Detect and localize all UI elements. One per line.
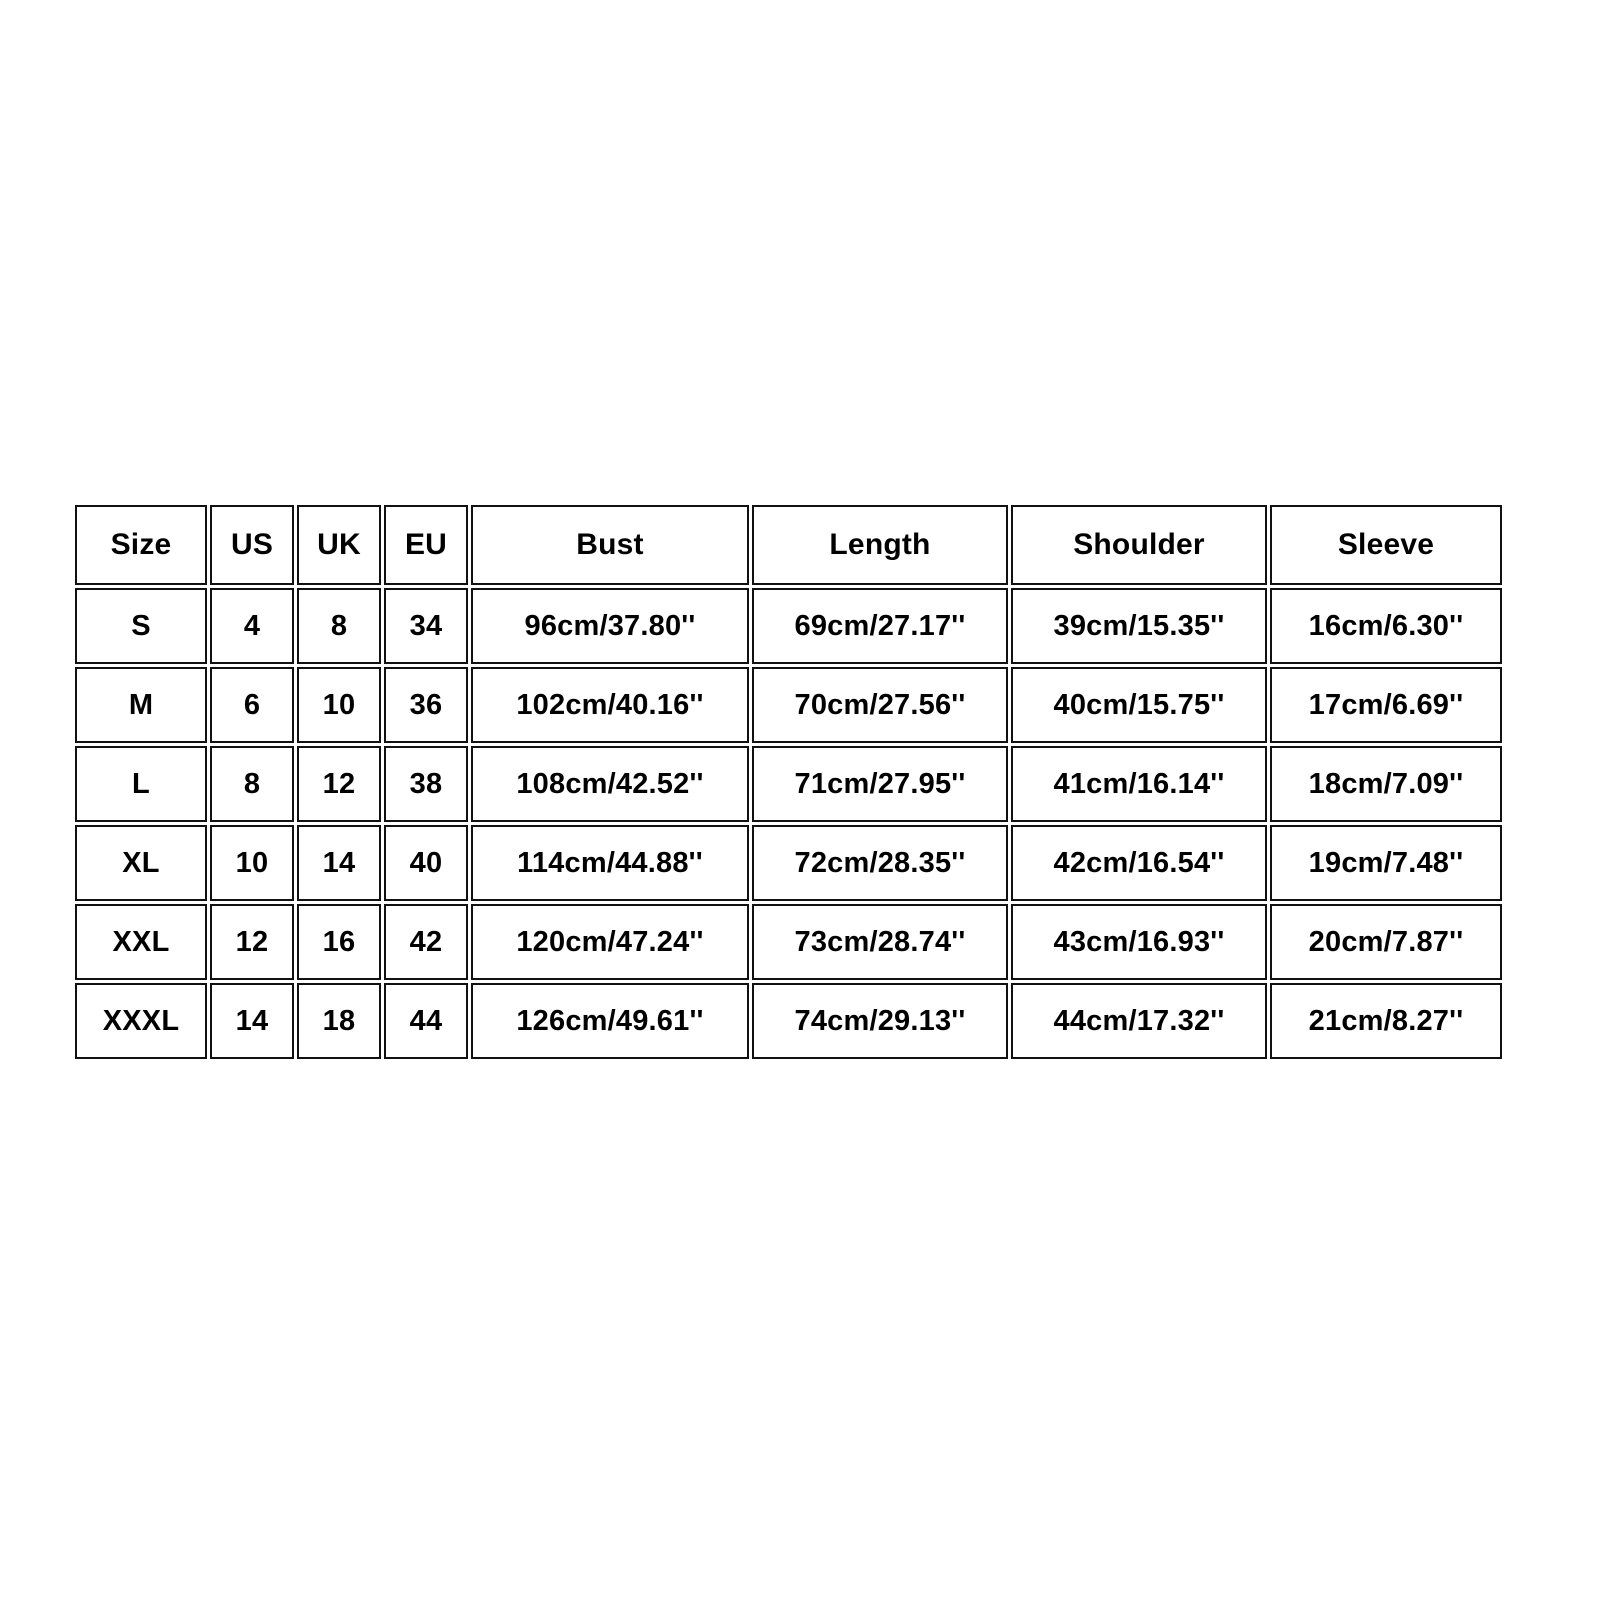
cell-shoulder: 41cm/16.14'' — [1011, 746, 1267, 822]
cell-us: 4 — [210, 588, 294, 664]
cell-sleeve: 16cm/6.30'' — [1270, 588, 1502, 664]
cell-us: 10 — [210, 825, 294, 901]
cell-eu: 42 — [384, 904, 468, 980]
cell-uk: 10 — [297, 667, 381, 743]
cell-uk: 14 — [297, 825, 381, 901]
column-header-sleeve: Sleeve — [1270, 505, 1502, 585]
table-row — [75, 746, 1502, 822]
cell-shoulder: 44cm/17.32'' — [1011, 983, 1267, 1059]
cell-sleeve: 19cm/7.48'' — [1270, 825, 1502, 901]
cell-eu: 38 — [384, 746, 468, 822]
size-chart-container — [72, 502, 1480, 1062]
cell-size: L — [75, 746, 207, 822]
cell-us: 6 — [210, 667, 294, 743]
cell-length: 73cm/28.74'' — [752, 904, 1008, 980]
table-row — [75, 904, 1502, 980]
cell-size: XXL — [75, 904, 207, 980]
column-header-bust: Bust — [471, 505, 749, 585]
cell-uk: 18 — [297, 983, 381, 1059]
table-row — [75, 825, 1502, 901]
cell-eu: 40 — [384, 825, 468, 901]
table-header-row — [75, 505, 1502, 585]
column-header-size: Size — [75, 505, 207, 585]
cell-uk: 16 — [297, 904, 381, 980]
cell-size: XL — [75, 825, 207, 901]
cell-eu: 34 — [384, 588, 468, 664]
table-row — [75, 588, 1502, 664]
cell-length: 74cm/29.13'' — [752, 983, 1008, 1059]
cell-size: XXXL — [75, 983, 207, 1059]
cell-uk: 8 — [297, 588, 381, 664]
cell-sleeve: 20cm/7.87'' — [1270, 904, 1502, 980]
cell-eu: 36 — [384, 667, 468, 743]
cell-sleeve: 17cm/6.69'' — [1270, 667, 1502, 743]
cell-eu: 44 — [384, 983, 468, 1059]
cell-bust: 126cm/49.61'' — [471, 983, 749, 1059]
cell-bust: 108cm/42.52'' — [471, 746, 749, 822]
cell-length: 70cm/27.56'' — [752, 667, 1008, 743]
table-row — [75, 667, 1502, 743]
cell-size: S — [75, 588, 207, 664]
column-header-eu: EU — [384, 505, 468, 585]
column-header-uk: UK — [297, 505, 381, 585]
column-header-length: Length — [752, 505, 1008, 585]
cell-shoulder: 43cm/16.93'' — [1011, 904, 1267, 980]
cell-us: 14 — [210, 983, 294, 1059]
cell-bust: 120cm/47.24'' — [471, 904, 749, 980]
cell-sleeve: 21cm/8.27'' — [1270, 983, 1502, 1059]
cell-length: 69cm/27.17'' — [752, 588, 1008, 664]
table-row — [75, 983, 1502, 1059]
column-header-shoulder: Shoulder — [1011, 505, 1267, 585]
cell-sleeve: 18cm/7.09'' — [1270, 746, 1502, 822]
cell-shoulder: 40cm/15.75'' — [1011, 667, 1267, 743]
cell-us: 8 — [210, 746, 294, 822]
cell-length: 71cm/27.95'' — [752, 746, 1008, 822]
cell-bust: 114cm/44.88'' — [471, 825, 749, 901]
cell-shoulder: 39cm/15.35'' — [1011, 588, 1267, 664]
cell-us: 12 — [210, 904, 294, 980]
cell-length: 72cm/28.35'' — [752, 825, 1008, 901]
cell-bust: 102cm/40.16'' — [471, 667, 749, 743]
cell-shoulder: 42cm/16.54'' — [1011, 825, 1267, 901]
cell-bust: 96cm/37.80'' — [471, 588, 749, 664]
cell-uk: 12 — [297, 746, 381, 822]
column-header-us: US — [210, 505, 294, 585]
cell-size: M — [75, 667, 207, 743]
size-chart-table — [72, 502, 1505, 1062]
